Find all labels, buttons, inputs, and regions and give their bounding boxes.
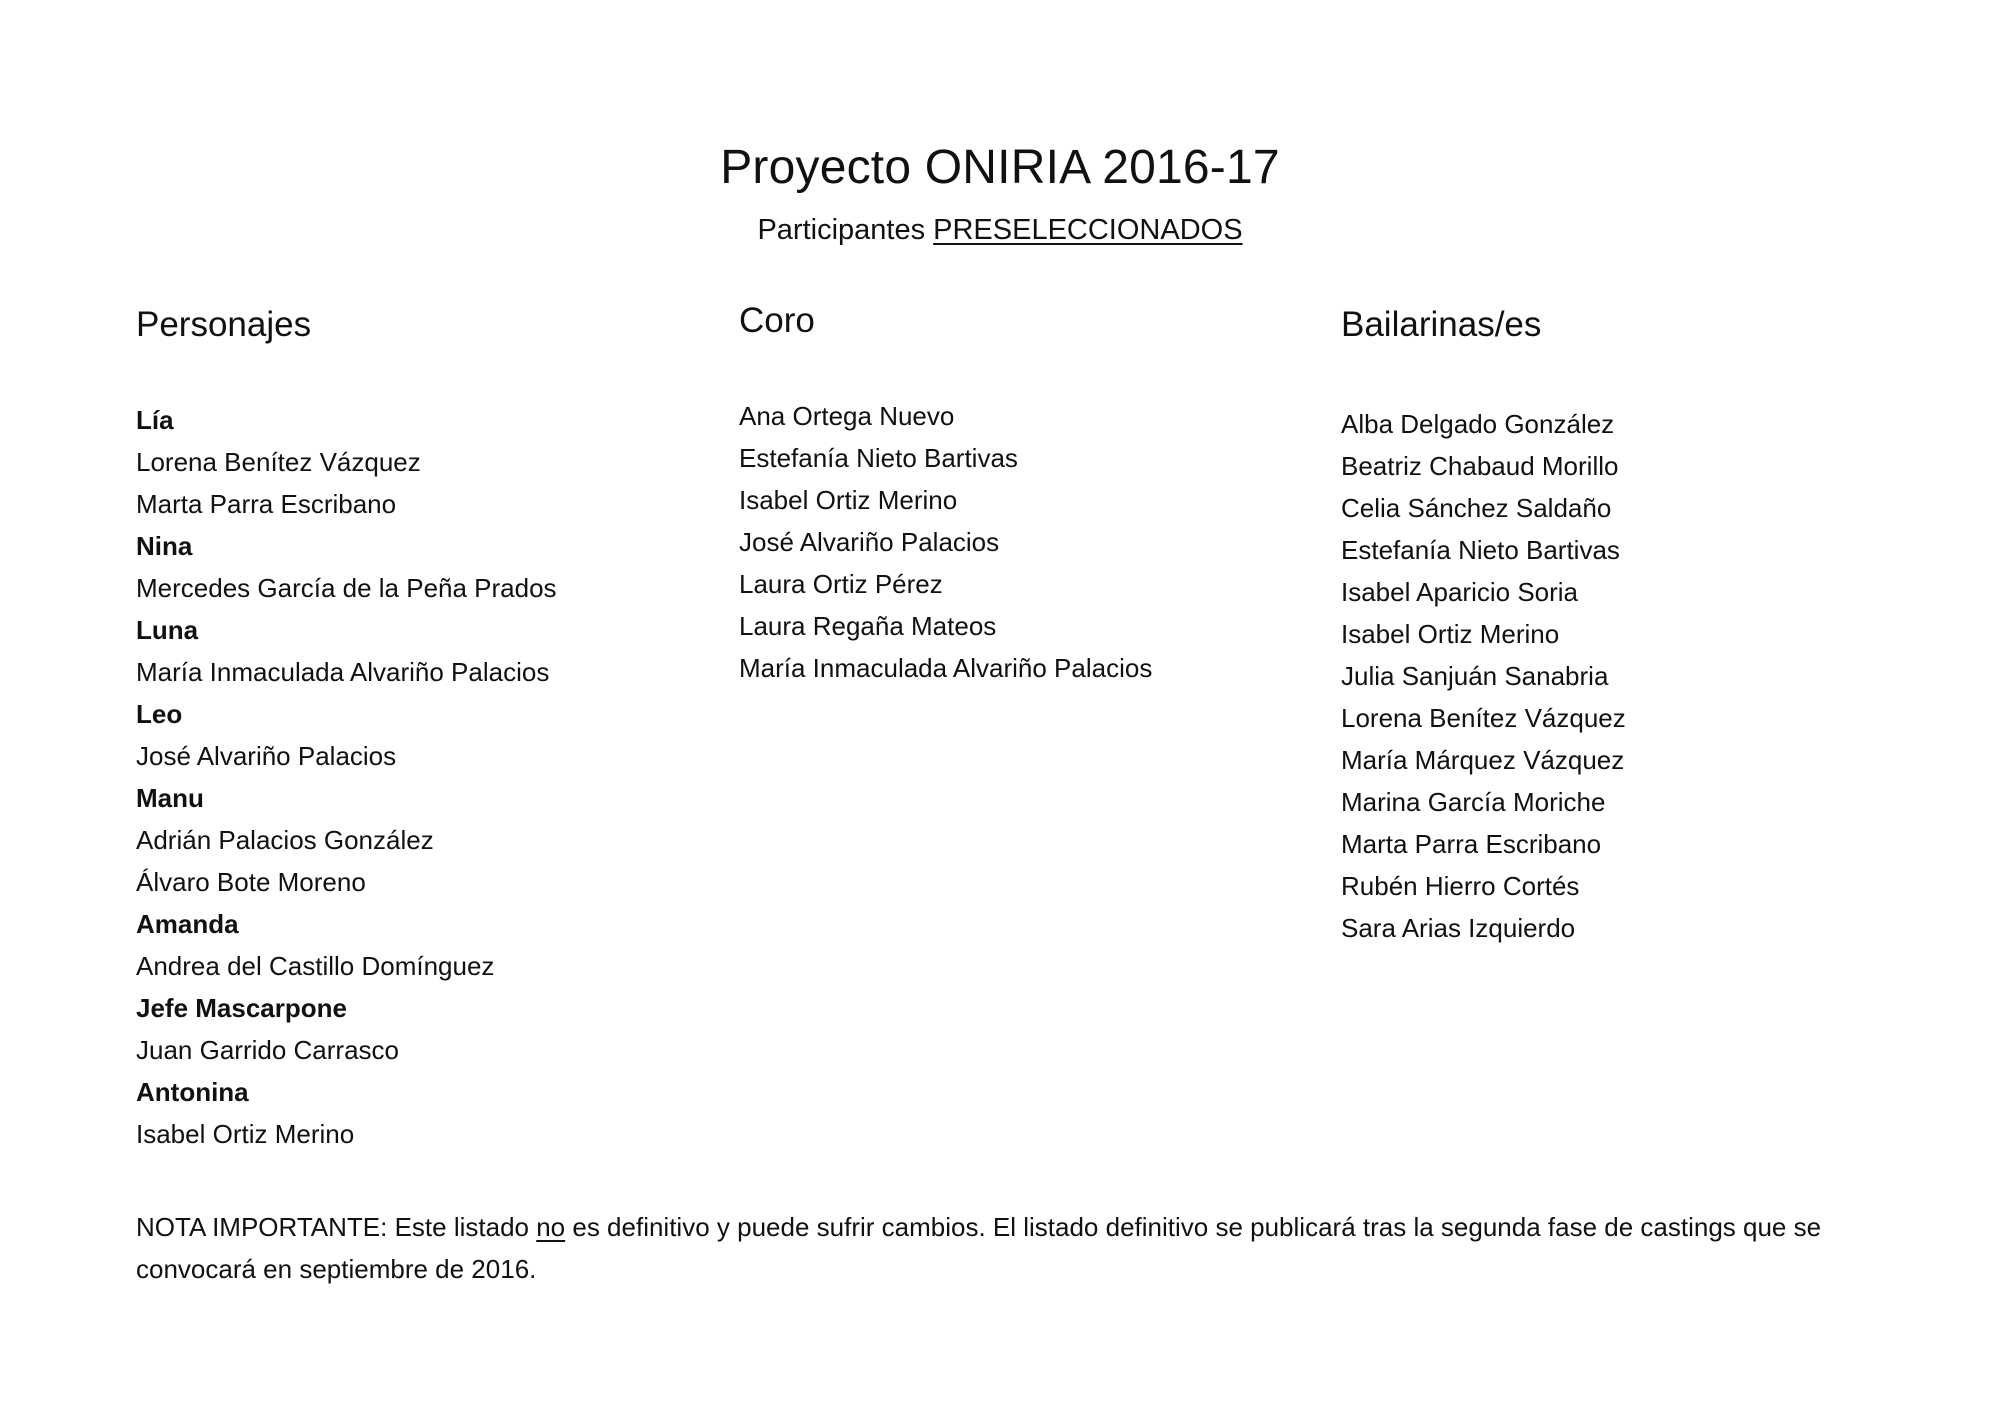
- participant-name: María Inmaculada Alvariño Palacios: [136, 657, 550, 687]
- subtitle-underlined: PRESELECCIONADOS: [933, 214, 1243, 246]
- role-name: Luna: [136, 615, 199, 645]
- bailarines-list: [1341, 403, 1921, 949]
- role-name: Manu: [136, 783, 204, 813]
- coro-list: [739, 395, 1319, 689]
- participant-name: Lorena Benítez Vázquez: [1341, 703, 1626, 733]
- role-name: Antonina: [136, 1077, 249, 1107]
- coro-heading: Coro: [739, 301, 815, 340]
- participant-name: José Alvariño Palacios: [739, 527, 1000, 557]
- participant-name: Celia Sánchez Saldaño: [1341, 493, 1612, 523]
- personajes-column: [136, 303, 716, 1155]
- participant-name: Estefanía Nieto Bartivas: [1341, 535, 1620, 565]
- role-name: Leo: [136, 699, 183, 729]
- bailarines-column: [1341, 303, 1921, 949]
- role-name: Amanda: [136, 909, 239, 939]
- role-name: Jefe Mascarpone: [136, 993, 347, 1023]
- participant-name: Lorena Benítez Vázquez: [136, 447, 421, 477]
- participant-name: Julia Sanjuán Sanabria: [1341, 661, 1609, 691]
- coro-column: [739, 299, 1319, 689]
- note-text-before: NOTA IMPORTANTE: Este listado: [136, 1212, 537, 1242]
- page-subtitle: [0, 210, 2000, 250]
- page-title: Proyecto ONIRIA 2016-17: [720, 141, 1280, 194]
- important-note: [136, 1206, 1916, 1290]
- participant-name: Beatriz Chabaud Morillo: [1341, 451, 1619, 481]
- role-name: Nina: [136, 531, 193, 561]
- note-text-after: es definitivo y puede sufrir cambios. El listado definitivo se publicará tras la segunda fase de castings que se convocará en septiembre de 2016.: [136, 1212, 1822, 1284]
- subtitle-prefix: Participantes: [757, 214, 934, 246]
- participant-name: Isabel Ortiz Merino: [136, 1119, 355, 1149]
- participant-name: Rubén Hierro Cortés: [1341, 871, 1580, 901]
- participant-name: Sara Arias Izquierdo: [1341, 913, 1576, 943]
- participant-name: Laura Ortiz Pérez: [739, 569, 943, 599]
- participant-name: Alba Delgado González: [1341, 409, 1615, 439]
- bailarines-heading: Bailarinas/es: [1341, 305, 1542, 344]
- participant-name: María Inmaculada Alvariño Palacios: [739, 653, 1153, 683]
- personajes-list: [136, 399, 716, 1155]
- role-name: Lía: [136, 405, 174, 435]
- participant-name: Ana Ortega Nuevo: [739, 401, 955, 431]
- participant-name: Adrián Palacios González: [136, 825, 434, 855]
- participant-name: Marina García Moriche: [1341, 787, 1606, 817]
- participant-name: Álvaro Bote Moreno: [136, 867, 366, 897]
- participant-name: Laura Regaña Mateos: [739, 611, 997, 641]
- participant-name: Estefanía Nieto Bartivas: [739, 443, 1018, 473]
- note-underlined-word: no: [536, 1212, 566, 1242]
- participant-name: María Márquez Vázquez: [1341, 745, 1625, 775]
- participant-name: Marta Parra Escribano: [1341, 829, 1602, 859]
- participant-name: Isabel Ortiz Merino: [1341, 619, 1560, 649]
- participant-name: José Alvariño Palacios: [136, 741, 397, 771]
- personajes-heading: Personajes: [136, 305, 312, 344]
- participant-name: Marta Parra Escribano: [136, 489, 397, 519]
- participant-name: Andrea del Castillo Domínguez: [136, 951, 495, 981]
- participant-name: Mercedes García de la Peña Prados: [136, 573, 557, 603]
- participant-name: Isabel Aparicio Soria: [1341, 577, 1579, 607]
- participant-name: Juan Garrido Carrasco: [136, 1035, 399, 1065]
- participant-name: Isabel Ortiz Merino: [739, 485, 958, 515]
